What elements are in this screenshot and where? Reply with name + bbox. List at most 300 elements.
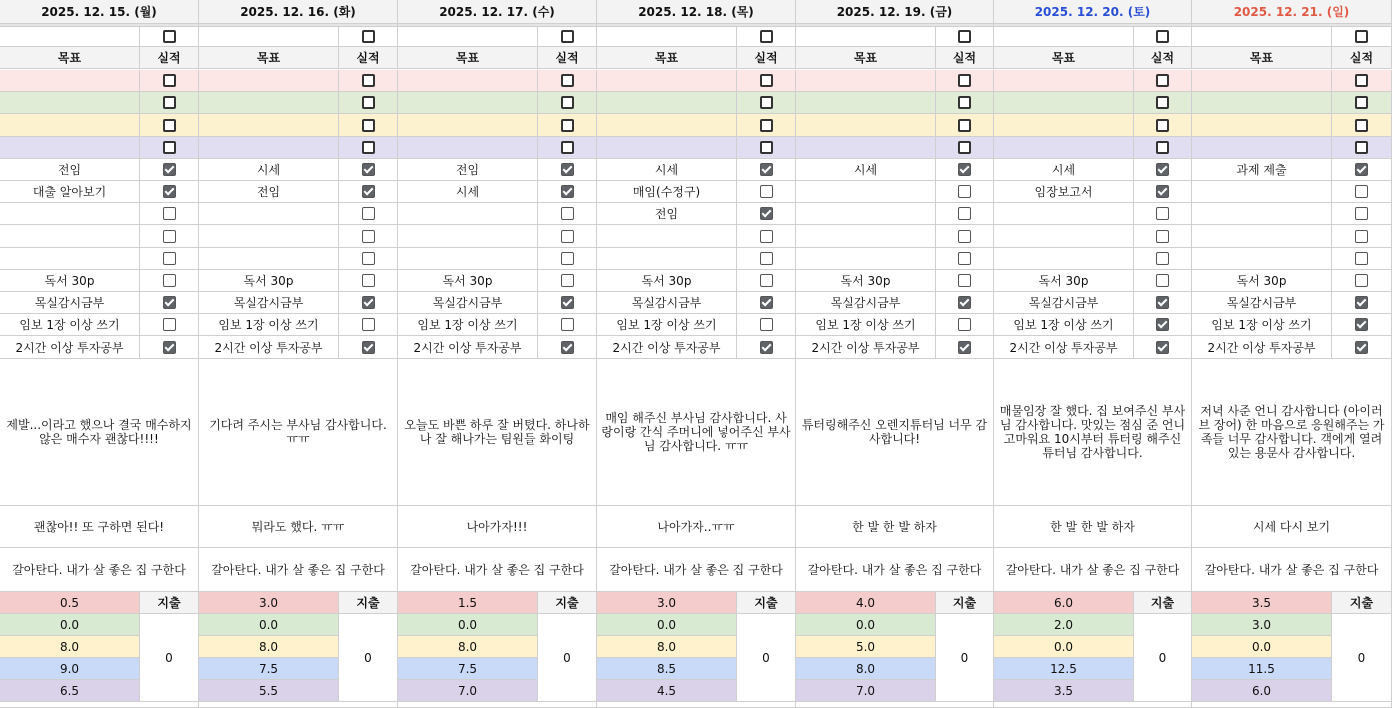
task-text-cell[interactable] (1192, 181, 1332, 203)
task-check-cell[interactable] (737, 114, 796, 137)
task-checkbox[interactable] (1156, 296, 1169, 309)
expense-value[interactable]: 4.5 (597, 680, 737, 702)
task-text-cell[interactable] (1192, 92, 1332, 114)
task-text-cell[interactable] (0, 114, 140, 137)
task-checkbox[interactable] (958, 318, 971, 331)
expense-value[interactable]: 6.5 (0, 680, 140, 702)
task-check-cell[interactable] (1332, 336, 1392, 359)
task-check-cell[interactable] (538, 137, 597, 159)
task-checkbox[interactable] (163, 341, 176, 354)
task-checkbox[interactable] (163, 74, 176, 87)
expense-value[interactable]: 3.0 (597, 592, 737, 614)
task-checkbox[interactable] (1355, 207, 1368, 220)
task-text-cell[interactable] (994, 203, 1134, 225)
task-checkbox[interactable] (958, 74, 971, 87)
task-checkbox[interactable] (163, 119, 176, 132)
task-checkbox[interactable] (1156, 230, 1169, 243)
task-check-cell[interactable] (1134, 137, 1192, 159)
task-text-cell[interactable]: 대출 알아보기 (0, 181, 140, 203)
day-complete-checkbox[interactable] (1156, 30, 1169, 43)
task-text-cell[interactable] (796, 137, 936, 159)
day-goal-blank[interactable] (398, 27, 538, 47)
task-checkbox[interactable] (958, 274, 971, 287)
task-checkbox[interactable] (163, 96, 176, 109)
task-checkbox[interactable] (1156, 119, 1169, 132)
task-checkbox[interactable] (958, 163, 971, 176)
task-checkbox[interactable] (362, 274, 375, 287)
expense-value[interactable]: 0.5 (0, 592, 140, 614)
task-checkbox[interactable] (163, 141, 176, 154)
day-complete-cell[interactable] (140, 27, 199, 47)
task-text-cell[interactable]: 목실감시금부 (398, 292, 538, 314)
task-text-cell[interactable] (199, 137, 339, 159)
task-text-cell[interactable]: 전임 (0, 159, 140, 181)
task-check-cell[interactable] (339, 203, 398, 225)
task-check-cell[interactable] (737, 225, 796, 248)
task-text-cell[interactable] (994, 137, 1134, 159)
day-complete-cell[interactable] (737, 27, 796, 47)
task-checkbox[interactable] (362, 318, 375, 331)
expense-value[interactable]: 5.0 (796, 636, 936, 658)
task-checkbox[interactable] (561, 252, 574, 265)
expense-value[interactable]: 5.5 (199, 680, 339, 702)
task-checkbox[interactable] (1156, 274, 1169, 287)
task-text-cell[interactable] (1192, 225, 1332, 248)
task-checkbox[interactable] (760, 163, 773, 176)
task-checkbox[interactable] (362, 230, 375, 243)
task-text-cell[interactable] (796, 114, 936, 137)
task-check-cell[interactable] (339, 92, 398, 114)
task-text-cell[interactable]: 목실감시금부 (597, 292, 737, 314)
task-checkbox[interactable] (1355, 230, 1368, 243)
task-check-cell[interactable] (1332, 70, 1392, 92)
expense-value[interactable]: 3.0 (199, 592, 339, 614)
task-check-cell[interactable] (538, 92, 597, 114)
day-complete-cell[interactable] (538, 27, 597, 47)
task-checkbox[interactable] (163, 230, 176, 243)
task-text-cell[interactable]: 목실감시금부 (796, 292, 936, 314)
task-check-cell[interactable] (538, 159, 597, 181)
task-checkbox[interactable] (561, 341, 574, 354)
expense-total[interactable]: 0 (538, 614, 597, 702)
task-text-cell[interactable]: 시세 (199, 159, 339, 181)
task-check-cell[interactable] (339, 270, 398, 292)
task-check-cell[interactable] (140, 270, 199, 292)
task-check-cell[interactable] (737, 248, 796, 270)
goal-statement[interactable]: 갈아탄다. 내가 살 좋은 집 구한다 (597, 548, 796, 592)
task-checkbox[interactable] (362, 96, 375, 109)
task-text-cell[interactable] (1192, 114, 1332, 137)
task-checkbox[interactable] (1156, 341, 1169, 354)
task-text-cell[interactable]: 시세 (994, 159, 1134, 181)
task-checkbox[interactable] (958, 207, 971, 220)
expense-total[interactable]: 0 (140, 614, 199, 702)
task-checkbox[interactable] (362, 341, 375, 354)
task-text-cell[interactable]: 임보 1장 이상 쓰기 (1192, 314, 1332, 336)
task-text-cell[interactable] (796, 203, 936, 225)
task-text-cell[interactable] (398, 114, 538, 137)
reflection-text[interactable]: 매물임장 잘 했다. 집 보여주신 부사님 감사합니다. 맛있는 점심 준 언니 고마워요 10시부터 튜터링 해주신 튜터님 감사합니다. (994, 359, 1192, 506)
task-checkbox[interactable] (561, 318, 574, 331)
task-checkbox[interactable] (1156, 185, 1169, 198)
task-checkbox[interactable] (760, 296, 773, 309)
task-text-cell[interactable] (0, 248, 140, 270)
expense-value[interactable]: 7.0 (398, 680, 538, 702)
expense-value[interactable]: 7.0 (796, 680, 936, 702)
reflection-text[interactable]: 매임 해주신 부사님 감사합니다. 사랑이랑 간식 주머니에 넣어주신 부사님 감사합니다. ㅠㅠ (597, 359, 796, 506)
task-check-cell[interactable] (1332, 225, 1392, 248)
task-checkbox[interactable] (760, 96, 773, 109)
motto-text[interactable]: 나아가자!!! (398, 506, 597, 548)
task-check-cell[interactable] (936, 159, 994, 181)
expense-value[interactable]: 8.5 (597, 658, 737, 680)
task-check-cell[interactable] (140, 181, 199, 203)
task-text-cell[interactable]: 2시간 이상 투자공부 (0, 336, 140, 359)
task-text-cell[interactable] (1192, 137, 1332, 159)
task-text-cell[interactable] (398, 225, 538, 248)
task-text-cell[interactable] (796, 225, 936, 248)
task-checkbox[interactable] (1355, 163, 1368, 176)
expense-value[interactable]: 7.5 (398, 658, 538, 680)
task-text-cell[interactable] (0, 225, 140, 248)
task-checkbox[interactable] (958, 296, 971, 309)
task-checkbox[interactable] (561, 119, 574, 132)
task-text-cell[interactable] (597, 248, 737, 270)
task-text-cell[interactable]: 독서 30p (994, 270, 1134, 292)
task-check-cell[interactable] (140, 314, 199, 336)
task-check-cell[interactable] (936, 203, 994, 225)
expense-value[interactable]: 8.0 (796, 658, 936, 680)
expense-value[interactable]: 2.0 (994, 614, 1134, 636)
task-text-cell[interactable] (398, 92, 538, 114)
task-checkbox[interactable] (760, 74, 773, 87)
task-text-cell[interactable] (398, 248, 538, 270)
expense-value[interactable]: 6.0 (994, 592, 1134, 614)
expense-value[interactable]: 4.0 (796, 592, 936, 614)
task-text-cell[interactable]: 과제 제출 (1192, 159, 1332, 181)
task-checkbox[interactable] (362, 119, 375, 132)
task-check-cell[interactable] (737, 203, 796, 225)
task-text-cell[interactable]: 시세 (796, 159, 936, 181)
task-text-cell[interactable]: 매임(수정구) (597, 181, 737, 203)
task-checkbox[interactable] (163, 318, 176, 331)
task-text-cell[interactable] (994, 225, 1134, 248)
task-checkbox[interactable] (561, 96, 574, 109)
goal-statement[interactable]: 갈아탄다. 내가 살 좋은 집 구한다 (199, 548, 398, 592)
task-check-cell[interactable] (538, 314, 597, 336)
task-checkbox[interactable] (1156, 252, 1169, 265)
task-check-cell[interactable] (1134, 70, 1192, 92)
expense-value[interactable]: 8.0 (0, 636, 140, 658)
expense-total[interactable]: 0 (1332, 614, 1392, 702)
task-checkbox[interactable] (760, 252, 773, 265)
task-check-cell[interactable] (339, 292, 398, 314)
task-text-cell[interactable] (796, 92, 936, 114)
task-check-cell[interactable] (737, 92, 796, 114)
task-checkbox[interactable] (561, 163, 574, 176)
task-checkbox[interactable] (163, 207, 176, 220)
expense-value[interactable]: 0.0 (994, 636, 1134, 658)
task-check-cell[interactable] (1134, 181, 1192, 203)
task-text-cell[interactable]: 임보 1장 이상 쓰기 (994, 314, 1134, 336)
task-text-cell[interactable] (0, 70, 140, 92)
task-checkbox[interactable] (163, 274, 176, 287)
task-checkbox[interactable] (1156, 207, 1169, 220)
task-checkbox[interactable] (1355, 141, 1368, 154)
task-check-cell[interactable] (339, 225, 398, 248)
task-checkbox[interactable] (362, 207, 375, 220)
task-text-cell[interactable] (597, 137, 737, 159)
expense-value[interactable]: 1.5 (398, 592, 538, 614)
task-checkbox[interactable] (163, 163, 176, 176)
task-text-cell[interactable] (199, 70, 339, 92)
task-check-cell[interactable] (936, 336, 994, 359)
task-check-cell[interactable] (538, 292, 597, 314)
task-check-cell[interactable] (1134, 270, 1192, 292)
task-checkbox[interactable] (760, 318, 773, 331)
expense-value[interactable]: 3.5 (1192, 592, 1332, 614)
task-checkbox[interactable] (958, 141, 971, 154)
task-text-cell[interactable]: 독서 30p (398, 270, 538, 292)
task-text-cell[interactable] (796, 248, 936, 270)
task-check-cell[interactable] (936, 92, 994, 114)
task-checkbox[interactable] (561, 296, 574, 309)
task-text-cell[interactable]: 목실감시금부 (0, 292, 140, 314)
day-complete-checkbox[interactable] (760, 30, 773, 43)
day-goal-blank[interactable] (1192, 27, 1332, 47)
goal-statement[interactable]: 갈아탄다. 내가 살 좋은 집 구한다 (994, 548, 1192, 592)
task-checkbox[interactable] (362, 185, 375, 198)
task-checkbox[interactable] (1156, 96, 1169, 109)
task-check-cell[interactable] (737, 292, 796, 314)
task-text-cell[interactable] (398, 203, 538, 225)
task-checkbox[interactable] (362, 163, 375, 176)
task-check-cell[interactable] (339, 70, 398, 92)
task-checkbox[interactable] (1156, 163, 1169, 176)
day-complete-checkbox[interactable] (163, 30, 176, 43)
task-text-cell[interactable]: 전임 (199, 181, 339, 203)
task-check-cell[interactable] (936, 248, 994, 270)
task-checkbox[interactable] (362, 296, 375, 309)
task-check-cell[interactable] (936, 270, 994, 292)
task-text-cell[interactable] (1192, 248, 1332, 270)
task-checkbox[interactable] (1355, 274, 1368, 287)
task-check-cell[interactable] (1134, 314, 1192, 336)
day-complete-cell[interactable] (1332, 27, 1392, 47)
expense-value[interactable]: 0.0 (398, 614, 538, 636)
task-text-cell[interactable] (199, 114, 339, 137)
task-check-cell[interactable] (140, 225, 199, 248)
task-text-cell[interactable] (597, 92, 737, 114)
task-check-cell[interactable] (339, 336, 398, 359)
task-checkbox[interactable] (362, 74, 375, 87)
task-text-cell[interactable] (994, 248, 1134, 270)
task-check-cell[interactable] (339, 248, 398, 270)
expense-total[interactable]: 0 (737, 614, 796, 702)
task-text-cell[interactable] (0, 92, 140, 114)
task-text-cell[interactable] (0, 203, 140, 225)
task-text-cell[interactable]: 임보 1장 이상 쓰기 (796, 314, 936, 336)
task-text-cell[interactable]: 2시간 이상 투자공부 (796, 336, 936, 359)
task-text-cell[interactable]: 독서 30p (0, 270, 140, 292)
task-text-cell[interactable]: 임보 1장 이상 쓰기 (597, 314, 737, 336)
expense-value[interactable]: 0.0 (796, 614, 936, 636)
day-complete-checkbox[interactable] (362, 30, 375, 43)
task-text-cell[interactable] (398, 70, 538, 92)
day-goal-blank[interactable] (796, 27, 936, 47)
expense-total[interactable]: 0 (339, 614, 398, 702)
task-check-cell[interactable] (936, 292, 994, 314)
task-text-cell[interactable]: 시세 (398, 181, 538, 203)
task-check-cell[interactable] (737, 314, 796, 336)
day-complete-cell[interactable] (339, 27, 398, 47)
expense-value[interactable]: 3.0 (1192, 614, 1332, 636)
task-text-cell[interactable] (199, 225, 339, 248)
task-check-cell[interactable] (1332, 314, 1392, 336)
task-text-cell[interactable]: 임장보고서 (994, 181, 1134, 203)
task-check-cell[interactable] (140, 70, 199, 92)
day-complete-cell[interactable] (936, 27, 994, 47)
task-check-cell[interactable] (936, 137, 994, 159)
task-text-cell[interactable]: 독서 30p (199, 270, 339, 292)
task-checkbox[interactable] (1156, 74, 1169, 87)
expense-value[interactable]: 8.0 (199, 636, 339, 658)
task-check-cell[interactable] (1134, 92, 1192, 114)
task-check-cell[interactable] (936, 181, 994, 203)
task-check-cell[interactable] (1332, 248, 1392, 270)
task-checkbox[interactable] (1355, 185, 1368, 198)
task-check-cell[interactable] (1134, 159, 1192, 181)
motto-text[interactable]: 뭐라도 했다. ㅠㅠ (199, 506, 398, 548)
task-checkbox[interactable] (561, 185, 574, 198)
day-complete-cell[interactable] (1134, 27, 1192, 47)
task-checkbox[interactable] (561, 74, 574, 87)
task-text-cell[interactable]: 목실감시금부 (994, 292, 1134, 314)
task-checkbox[interactable] (958, 252, 971, 265)
task-check-cell[interactable] (1332, 137, 1392, 159)
task-check-cell[interactable] (140, 137, 199, 159)
task-check-cell[interactable] (1134, 203, 1192, 225)
task-check-cell[interactable] (1332, 92, 1392, 114)
task-text-cell[interactable]: 임보 1장 이상 쓰기 (199, 314, 339, 336)
task-checkbox[interactable] (1156, 141, 1169, 154)
task-text-cell[interactable] (994, 114, 1134, 137)
task-check-cell[interactable] (936, 114, 994, 137)
day-complete-checkbox[interactable] (1355, 30, 1368, 43)
motto-text[interactable]: 한 발 한 발 하자 (994, 506, 1192, 548)
task-text-cell[interactable] (597, 70, 737, 92)
task-text-cell[interactable]: 2시간 이상 투자공부 (398, 336, 538, 359)
expense-value[interactable]: 12.5 (994, 658, 1134, 680)
task-check-cell[interactable] (737, 336, 796, 359)
task-text-cell[interactable]: 독서 30p (597, 270, 737, 292)
expense-total[interactable]: 0 (936, 614, 994, 702)
task-check-cell[interactable] (538, 181, 597, 203)
task-check-cell[interactable] (140, 92, 199, 114)
task-text-cell[interactable] (796, 181, 936, 203)
task-check-cell[interactable] (140, 292, 199, 314)
reflection-text[interactable]: 저녁 사준 언니 감사합니다 (아이러브 장어) 한 마음으로 응원해주는 가족들 너무 감사합니다. 객에게 열려있는 용문사 감사합니다. (1192, 359, 1392, 506)
day-goal-blank[interactable] (199, 27, 339, 47)
task-text-cell[interactable]: 독서 30p (796, 270, 936, 292)
task-check-cell[interactable] (339, 159, 398, 181)
task-checkbox[interactable] (760, 141, 773, 154)
task-checkbox[interactable] (1355, 341, 1368, 354)
day-goal-blank[interactable] (597, 27, 737, 47)
task-check-cell[interactable] (1332, 114, 1392, 137)
task-check-cell[interactable] (339, 181, 398, 203)
task-check-cell[interactable] (737, 181, 796, 203)
task-check-cell[interactable] (737, 70, 796, 92)
task-checkbox[interactable] (958, 119, 971, 132)
task-check-cell[interactable] (538, 203, 597, 225)
task-text-cell[interactable]: 전임 (597, 203, 737, 225)
task-check-cell[interactable] (1332, 203, 1392, 225)
task-text-cell[interactable] (199, 92, 339, 114)
expense-value[interactable]: 11.5 (1192, 658, 1332, 680)
task-check-cell[interactable] (1134, 336, 1192, 359)
task-checkbox[interactable] (1355, 74, 1368, 87)
task-check-cell[interactable] (140, 159, 199, 181)
expense-value[interactable]: 0.0 (597, 614, 737, 636)
task-check-cell[interactable] (538, 270, 597, 292)
task-checkbox[interactable] (561, 207, 574, 220)
task-text-cell[interactable]: 2시간 이상 투자공부 (597, 336, 737, 359)
expense-value[interactable]: 8.0 (398, 636, 538, 658)
task-check-cell[interactable] (1332, 159, 1392, 181)
task-text-cell[interactable]: 임보 1장 이상 쓰기 (0, 314, 140, 336)
task-checkbox[interactable] (362, 141, 375, 154)
task-checkbox[interactable] (958, 230, 971, 243)
task-check-cell[interactable] (737, 159, 796, 181)
task-checkbox[interactable] (561, 141, 574, 154)
motto-text[interactable]: 시세 다시 보기 (1192, 506, 1392, 548)
expense-value[interactable]: 8.0 (597, 636, 737, 658)
day-goal-blank[interactable] (994, 27, 1134, 47)
expense-value[interactable]: 3.5 (994, 680, 1134, 702)
task-text-cell[interactable] (199, 203, 339, 225)
task-checkbox[interactable] (760, 185, 773, 198)
task-text-cell[interactable]: 목실감시금부 (199, 292, 339, 314)
task-check-cell[interactable] (339, 114, 398, 137)
task-text-cell[interactable] (199, 248, 339, 270)
task-checkbox[interactable] (760, 341, 773, 354)
task-checkbox[interactable] (163, 185, 176, 198)
task-check-cell[interactable] (538, 225, 597, 248)
expense-value[interactable]: 0.0 (0, 614, 140, 636)
reflection-text[interactable]: 오늘도 바쁜 하루 잘 버텼다. 하나하나 잘 해나가는 팀원들 화이팅 (398, 359, 597, 506)
task-checkbox[interactable] (760, 207, 773, 220)
task-check-cell[interactable] (936, 225, 994, 248)
task-text-cell[interactable]: 2시간 이상 투자공부 (994, 336, 1134, 359)
task-check-cell[interactable] (1332, 292, 1392, 314)
day-complete-checkbox[interactable] (958, 30, 971, 43)
task-check-cell[interactable] (538, 336, 597, 359)
motto-text[interactable]: 괜찮아!! 또 구하면 된다! (0, 506, 199, 548)
task-check-cell[interactable] (737, 270, 796, 292)
expense-value[interactable]: 0.0 (199, 614, 339, 636)
motto-text[interactable]: 나아가자..ㅠㅠ (597, 506, 796, 548)
task-checkbox[interactable] (163, 252, 176, 265)
expense-value[interactable]: 9.0 (0, 658, 140, 680)
expense-value[interactable]: 6.0 (1192, 680, 1332, 702)
task-check-cell[interactable] (936, 314, 994, 336)
task-check-cell[interactable] (1332, 270, 1392, 292)
goal-statement[interactable]: 갈아탄다. 내가 살 좋은 집 구한다 (1192, 548, 1392, 592)
task-check-cell[interactable] (538, 114, 597, 137)
task-text-cell[interactable]: 독서 30p (1192, 270, 1332, 292)
task-check-cell[interactable] (538, 70, 597, 92)
